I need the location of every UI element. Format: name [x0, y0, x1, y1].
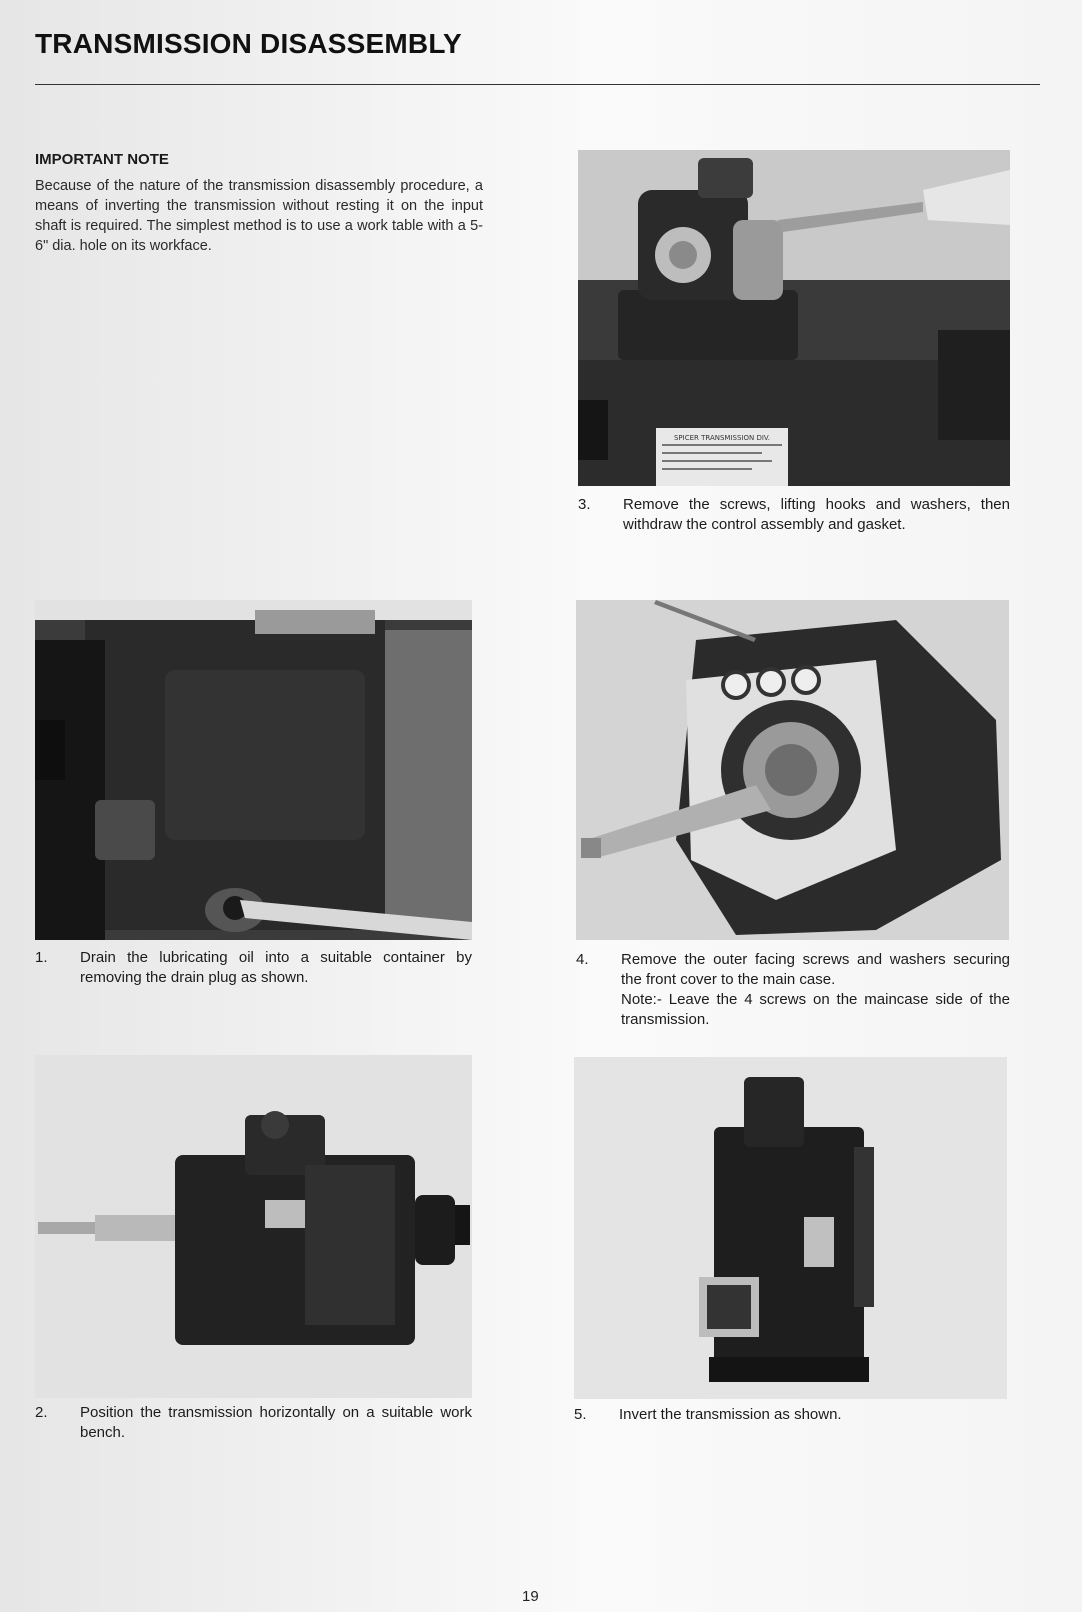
step-4-instruction: Remove the outer facing screws and washers securing the front cover to the main case. — [621, 951, 1010, 988]
step-1-caption — [35, 948, 472, 992]
photo-step-4 — [576, 600, 1009, 940]
photo-step-1 — [35, 600, 472, 940]
photo-step-3 — [578, 150, 1010, 486]
step-4-text — [621, 950, 1010, 1030]
step-5-number: 5. — [574, 1406, 587, 1423]
step-2-number: 2. — [35, 1404, 48, 1421]
photo-step-2 — [35, 1055, 472, 1398]
step-4-caption — [576, 950, 1010, 1034]
important-note-body: Because of the nature of the transmission disassembly procedure, a means of inverting the transmission without resting it on the input shaft is required. The simplest method is to use a work table with a 5-6" dia. hole on its workface. — [35, 178, 483, 254]
step-2-text: Position the transmission horizontally on a suitable work bench. — [80, 1404, 472, 1441]
step-5-text: Invert the transmission as shown. — [619, 1406, 842, 1423]
step-1-text: Drain the lubricating oil into a suitable container by removing the drain plug as shown. — [80, 949, 472, 986]
page-title: TRANSMISSION DISASSEMBLY — [35, 28, 462, 59]
step-4-number: 4. — [576, 951, 589, 968]
step-5-caption — [574, 1405, 1008, 1429]
step-2-caption — [35, 1403, 472, 1447]
title-rule — [35, 84, 1040, 85]
step-3-caption — [578, 495, 1010, 559]
photo-step-5 — [574, 1057, 1007, 1399]
nameplate-label: SPICER TRANSMISSION DIV. — [673, 434, 771, 442]
step-4-note: Note:- Leave the 4 screws on the maincase side of the transmission. — [621, 991, 1010, 1028]
step-1-number: 1. — [35, 949, 48, 966]
important-note-heading: IMPORTANT NOTE — [35, 151, 169, 168]
step-3-text: Remove the screws, lifting hooks and washers, then withdraw the control assembly and gasket. — [623, 496, 1010, 533]
step-3-number: 3. — [578, 496, 591, 513]
page-number: 19 — [522, 1588, 539, 1605]
